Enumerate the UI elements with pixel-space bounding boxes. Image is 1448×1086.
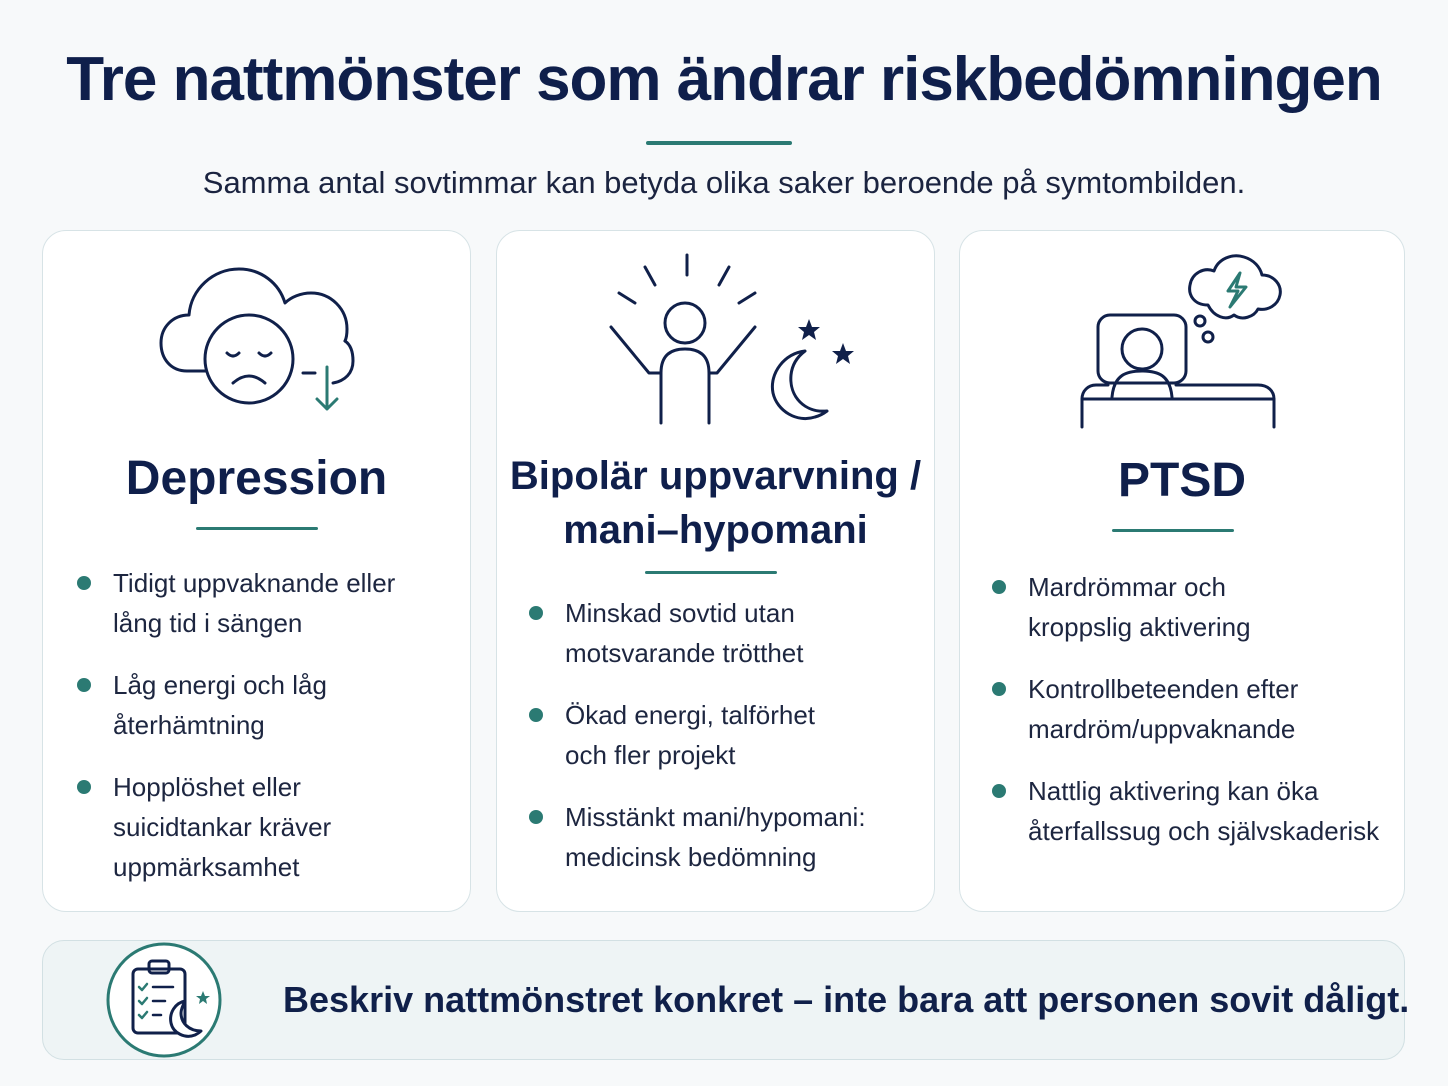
bullet-dot: [992, 580, 1006, 594]
card-heading-depression: Depression: [125, 452, 388, 505]
card-heading-bipolar: Bipolär uppvarvning / mani–hypomani: [509, 454, 922, 552]
summary-text: Beskriv nattmönstret konkret – inte bara att personen sovit dåligt.: [283, 979, 1410, 1020]
sad-cloud-icon: [157, 259, 357, 419]
bullet-list: [529, 593, 919, 899]
bullet-dot: [529, 708, 543, 722]
card-depression: [42, 230, 471, 912]
energized-person-moon-icon: [605, 251, 855, 431]
card-bipolar: [496, 230, 935, 912]
bullet-list: [992, 567, 1400, 873]
list-item: Ökad energi, talförhet och fler projekt: [529, 695, 919, 775]
heading-divider: [1112, 529, 1234, 532]
heading-divider: [196, 527, 318, 530]
card-ptsd: [959, 230, 1405, 912]
clipboard-checklist-moon-icon: [103, 939, 225, 1061]
list-item: Nattlig aktivering kan öka återfallssug och självskaderisk: [992, 771, 1400, 851]
list-item: Mardrömmar och kroppslig aktivering: [992, 567, 1400, 647]
bullet-dot: [529, 606, 543, 620]
bullet-dot: [77, 576, 91, 590]
list-item: Hopplöshet eller suicidtankar kräver uppmärksamhet: [77, 767, 457, 887]
summary-callout: [42, 940, 1410, 1060]
list-item: Tidigt uppvaknande eller lång tid i sängen: [77, 563, 457, 643]
bullet-dot: [77, 678, 91, 692]
card-heading-ptsd: PTSD: [1117, 454, 1246, 507]
list-item: Misstänkt mani/hypomani: medicinsk bedömning: [529, 797, 919, 877]
list-item: Kontrollbeteenden efter mardröm/uppvaknande: [992, 669, 1400, 749]
bullet-list: [77, 563, 457, 909]
bullet-dot: [529, 810, 543, 824]
bullet-dot: [992, 682, 1006, 696]
bullet-dot: [992, 784, 1006, 798]
title-divider: [646, 141, 792, 145]
bed-nightmare-icon: [1078, 251, 1288, 431]
list-item: Minskad sovtid utan motsvarande trötthet: [529, 593, 919, 673]
heading-divider: [645, 571, 777, 574]
page-title: Tre nattmönster som ändrar riskbedömningen: [66, 45, 1382, 114]
bullet-dot: [77, 780, 91, 794]
page-subtitle: Samma antal sovtimmar kan betyda olika saker beroende på symtombilden.: [202, 165, 1246, 200]
list-item: Låg energi och låg återhämtning: [77, 665, 457, 745]
